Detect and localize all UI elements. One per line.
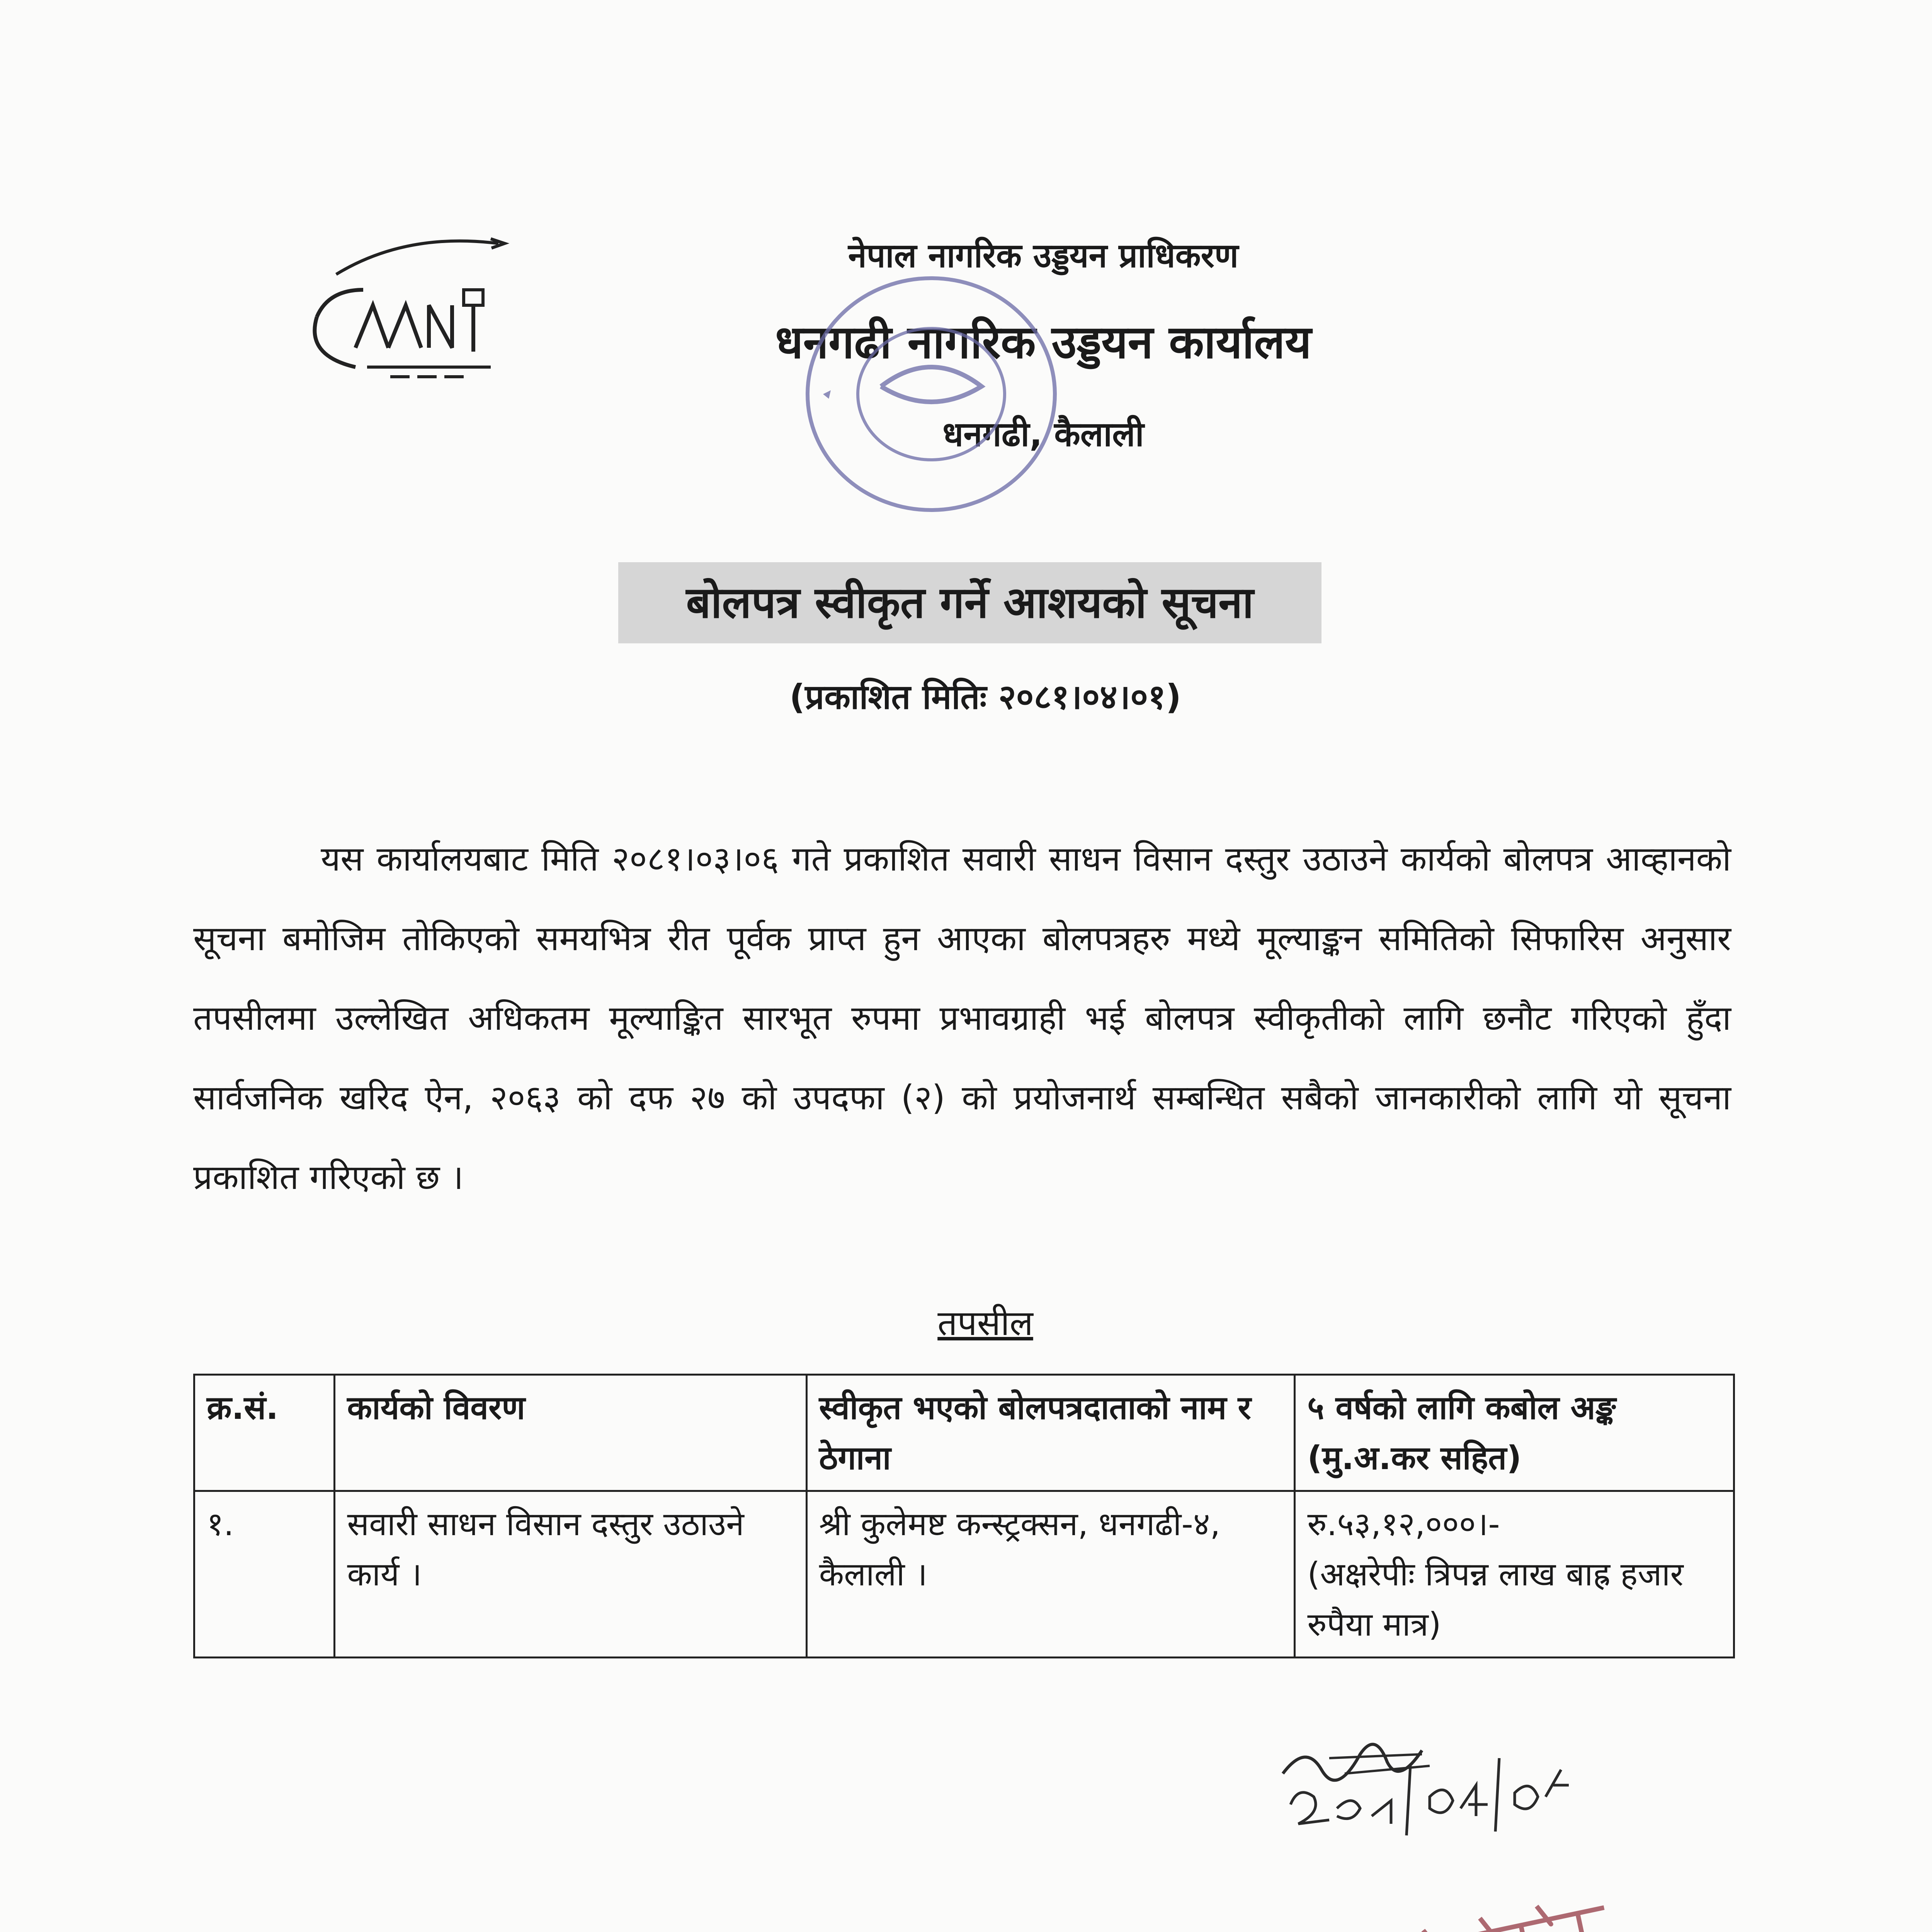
table-header-row bbox=[194, 1375, 1734, 1491]
signature-stamp-icon bbox=[1260, 1708, 1646, 1932]
bid-amount-cell bbox=[1295, 1491, 1734, 1658]
details-table bbox=[193, 1374, 1735, 1658]
organization-name: नेपाल नागरिक उड्डयन प्राधिकरण bbox=[848, 236, 1239, 275]
work-description: सवारी साधन विसान दस्तुर उठाउने कार्य । bbox=[335, 1491, 806, 1658]
bidder-name-address: श्री कुलेमष्ट कन्स्ट्रक्सन, धनगढी-४, कैलाली । bbox=[806, 1491, 1295, 1658]
notice-body: यस कार्यालयबाट मिति २०८१।०३।०६ गते प्रकाशित सवारी साधन विसान दस्तुर उठाउने कार्यको बोलपत्र आव्हानको सूचना बमोजिम तोकिएको समयभित्र रीत पूर्वक प्राप्त हुन आएका बोलपत्रहरु मध्ये मूल्याङ्कन समितिको सिफारिस अनुसार तपसीलमा उल्लेखित अधिकतम मूल्याङ्कित सारभूत रुपमा प्रभावग्राही भई बोलपत्र स्वीकृतीको लागि छनौट गरिएको हुँदा सार्वजनिक खरिद ऐन, २०६३ को दफ २७ को उपदफा (२) को प्रयोजनार्थ सम्बन्धित सबैको जानकारीको लागि यो सूचना प्रकाशित गरिएको छ । bbox=[193, 839, 1731, 1197]
column-header: क्र.सं. bbox=[194, 1375, 335, 1491]
office-location: धनगढी, कैलाली bbox=[942, 414, 1144, 454]
details-heading: तपसील bbox=[937, 1303, 1033, 1344]
bid-amount-words: (अक्षरेपीः त्रिपन्न लाख बाह्र हजार रुपैया मात्र) bbox=[1307, 1555, 1684, 1643]
column-header: स्वीकृत भएको बोलपत्रदाताको नाम र ठेगाना bbox=[806, 1375, 1295, 1491]
table-row bbox=[194, 1491, 1734, 1658]
office-seal-icon bbox=[796, 270, 1066, 518]
notice-title: बोलपत्र स्वीकृत गर्ने आशयको सूचना bbox=[618, 562, 1321, 643]
serial-number: १. bbox=[194, 1491, 335, 1658]
bid-amount: रु.५३,१२,०००।- bbox=[1307, 1505, 1500, 1543]
column-header: कार्यको विवरण bbox=[335, 1375, 806, 1491]
office-name: धनगढी नागरिक उड्डयन कार्यालय bbox=[775, 315, 1311, 369]
column-header: ५ वर्षको लागि कबोल अङ्क (मु.अ.कर सहित) bbox=[1295, 1375, 1734, 1491]
published-date: (प्रकाशित मितिः २०८१।०४।०१) bbox=[789, 677, 1181, 717]
